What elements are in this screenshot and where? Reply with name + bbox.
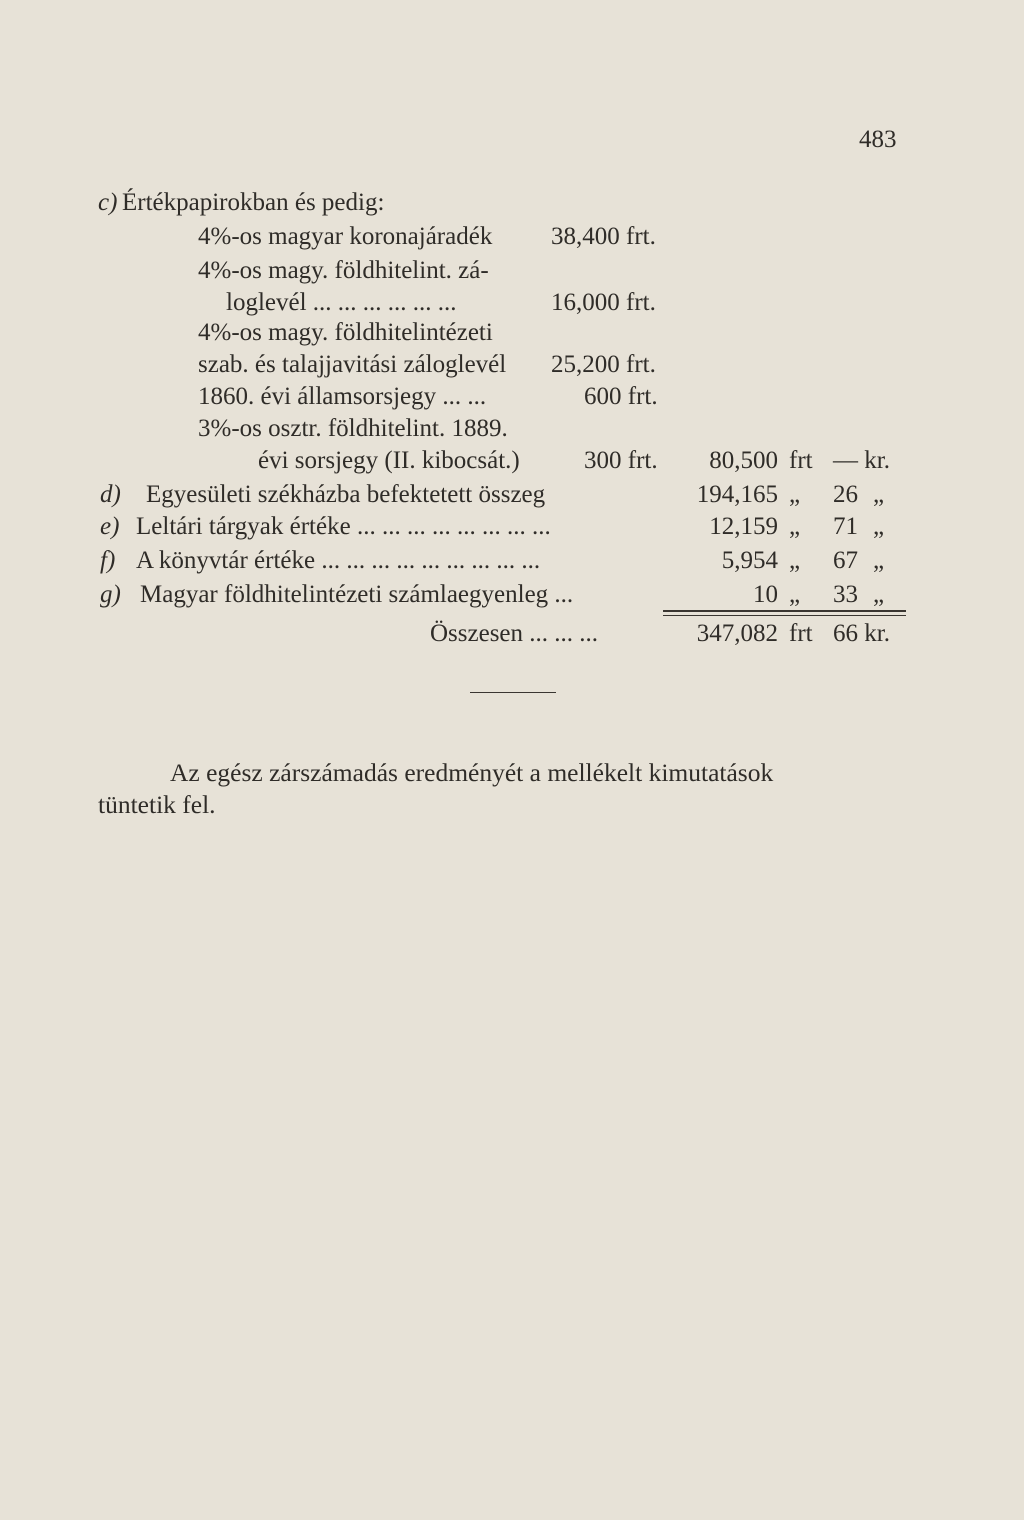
grand-total-unit: frt	[789, 620, 813, 647]
row-d-kr: 26	[833, 481, 858, 508]
item-5-line-1: 3%-os osztr. földhitelint. 1889.	[198, 415, 508, 442]
row-e-unit: „	[789, 513, 801, 540]
closing-line-2: tüntetik fel.	[98, 790, 216, 819]
row-g-marker: g)	[100, 581, 121, 608]
section-c-heading: Értékpapirokban és pedig:	[122, 189, 385, 216]
section-c-total-kr: — kr.	[833, 447, 890, 474]
item-3-line-1: 4%-os magy. földhitelintézeti	[198, 319, 493, 346]
item-3-amount: 25,200 frt.	[551, 351, 656, 378]
item-4-amount: 600 frt.	[584, 383, 658, 410]
grand-total-amount: 347,082	[696, 620, 778, 647]
row-e-marker: e)	[100, 513, 120, 540]
row-f-unit: „	[789, 547, 801, 574]
section-divider	[470, 692, 556, 693]
item-5-line-2: évi sorsjegy (II. kibocsát.)	[258, 447, 520, 474]
row-d-amount: 194,165	[696, 481, 778, 508]
row-f-label: A könyvtár értéke ... ... ... ... ... ... ... ... ...	[136, 547, 541, 574]
row-e-amount: 12,159	[709, 513, 778, 540]
item-2-amount: 16,000 frt.	[551, 289, 656, 316]
item-2-line-1: 4%-os magy. földhitelint. zá-	[198, 257, 489, 284]
sum-rule-lower	[663, 615, 906, 616]
row-f-marker: f)	[100, 547, 116, 574]
row-g-kr: 33	[833, 581, 858, 608]
row-e-label: Leltári tárgyak értéke ... ... ... ... ... ... ... ...	[136, 513, 551, 540]
item-5-amount: 300 frt.	[584, 447, 658, 474]
item-2-line-2: loglevél ... ... ... ... ... ...	[226, 289, 457, 316]
row-g-unit: „	[789, 581, 801, 608]
item-1-line-1: 4%-os magyar koronajáradék	[198, 223, 493, 250]
sum-rule-upper	[663, 610, 906, 612]
row-f-kr: 67	[833, 547, 858, 574]
row-g-amount: 10	[753, 581, 778, 608]
row-d-unit: „	[789, 481, 801, 508]
row-e-kr: 71	[833, 513, 858, 540]
closing-line-1: Az egész zárszámadás eredményét a mellékelt kimutatások	[170, 758, 774, 787]
section-c-total-amount: 80,500	[709, 447, 778, 474]
item-4-line-1: 1860. évi államsorsjegy ... ...	[198, 383, 487, 410]
grand-total-kr: 66 kr.	[833, 620, 890, 647]
section-c-marker: c)	[98, 189, 118, 216]
item-1-amount: 38,400 frt.	[551, 223, 656, 250]
row-d-label: Egyesületi székházba befektetett összeg	[146, 481, 546, 508]
page-number: 483	[859, 126, 897, 153]
item-3-line-2: szab. és talajjavitási záloglevél	[198, 351, 507, 378]
row-g-label: Magyar földhitelintézeti számlaegyenleg ...	[140, 581, 574, 608]
row-d-marker: d)	[100, 481, 121, 508]
row-e-kr-unit: „	[873, 513, 885, 540]
section-c-total-unit: frt	[789, 447, 813, 474]
row-g-kr-unit: „	[873, 581, 885, 608]
row-f-kr-unit: „	[873, 547, 885, 574]
grand-total-label: Összesen ... ... ...	[430, 620, 599, 647]
row-d-kr-unit: „	[873, 481, 885, 508]
row-f-amount: 5,954	[721, 547, 778, 574]
